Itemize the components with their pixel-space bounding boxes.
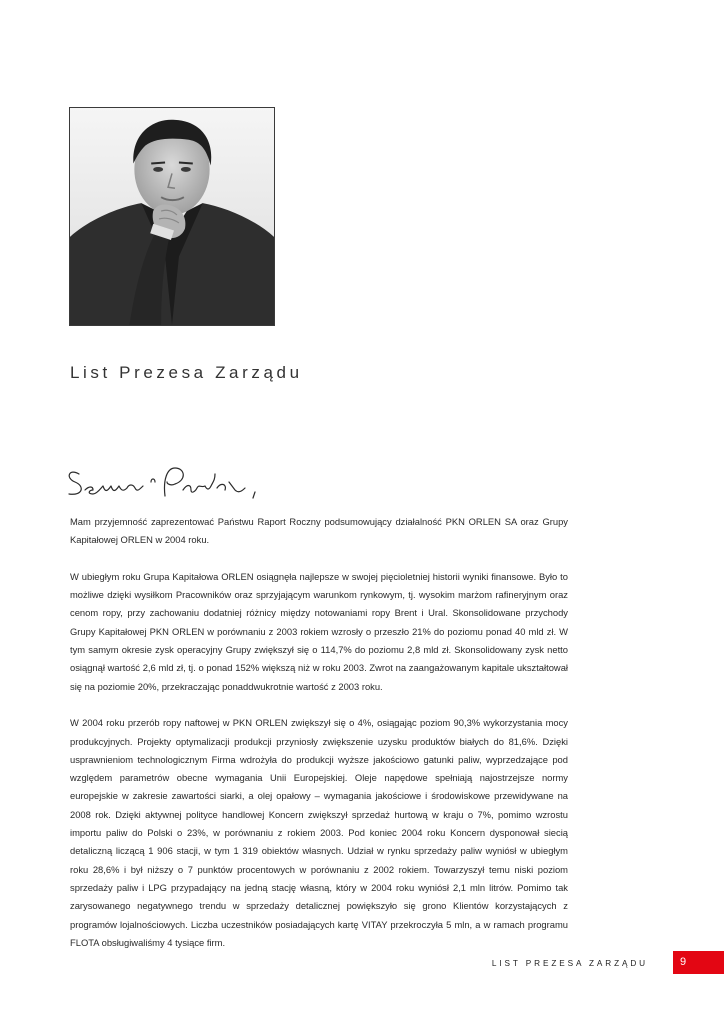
footer-section-label: LIST PREZESA ZARZĄDU bbox=[491, 959, 648, 968]
letter-paragraph: W ubiegłym roku Grupa Kapitałowa ORLEN osiągnęła najlepsze w swojej pięcioletniej historii wyniki finansowe. Było to możliwe dzięki wysiłkom Pracowników oraz sprzyjającym warunkom rynkowym, tj. wysokim marżom rafineryjnym oraz cenom ropy, przy zachowaniu dodatniej różnicy między notowaniami ropy Brent i Ural. Skonsolidowane przychody Grupy Kapitałowej PKN ORLEN w porównaniu z 2003 rokiem wzrosły o przeszło 21% do poziomu ponad 40 mld zł. W tym samym okresie zysk operacyjny Grupy zwiększył się o 114,7% do poziomu 2,8 mld zł. Skonsolidowany zysk netto osiągnął wartość 2,6 mld zł, tj. o ponad 152% większą niż w roku 2003. Zwrot na zaangażowanym kapitale ukształtował się na poziomie 20%, przekraczając ponaddwukrotnie wartość z 2003 roku. bbox=[70, 570, 568, 692]
letter-paragraph: W 2004 roku przerób ropy naftowej w PKN ORLEN zwiększył się o 4%, osiągając poziom 90,3% wykorzystania mocy produkcyjnych. Projekty optymalizacji produkcji przyniosły zwiększenie uzysku produktów białych do 81,6%. Dzięki usprawnieniom technologicznym Firma wdrożyła do produkcji wyższe jakościowo gatunki paliw, wyprzedzające pod względem parametrów obecne wymagania Unii Europejskiej. Oleje napędowe spełniają najostrzejsze normy europejskie w zakresie zawartości siarki, a olej opałowy – wymagania jakościowe i środowiskowe przewidywane na 2008 rok. Dzięki aktywnej polityce handlowej Koncern zwiększył sprzedaż hurtową w kraju o 7%, pomimo wzrostu importu paliw do Polski o 23%, w porównaniu z rokiem 2003. Pod koniec 2004 roku Koncern dysponował siecią detaliczną liczącą 1 906 stacji, w tym 1 319 obiektów własnych. Udział w rynku sprzedaży paliw wyniósł w ubiegłym roku 28,6% i był niższy o 7 punktów procentowych w porównaniu z 2002 rokiem. Towarzyszył temu niski poziom sprzedaży paliw i LPG przypadający na jedną stację własną, który w 2004 roku wyniósł 2,1 mln litrów. Pomimo tak zarysowanego negatywnego trendu w sprzedaży detalicznej powiększyło się grono Klientów korzystających z programów lojalnościowych. Liczba uczestników posiadających kartę VITAY przekroczyła 5 mln, a w ramach programu FLOTA obsługiwaliśmy 4 tysiące firm. bbox=[70, 717, 568, 948]
letter-body bbox=[70, 513, 568, 952]
page-title: List Prezesa Zarządu bbox=[70, 363, 303, 382]
letter-paragraph: Mam przyjemność zaprezentować Państwu Raport Roczny podsumowujący działalność PKN ORLEN SA oraz Grupy Kapitałowej ORLEN w 2004 roku. bbox=[70, 516, 568, 546]
portrait-photo bbox=[69, 107, 275, 326]
salutation-text: Szanowni Państwo, bbox=[63, 507, 72, 508]
page-number: 9 bbox=[673, 951, 724, 974]
portrait-illustration bbox=[70, 108, 274, 325]
salutation-handwriting bbox=[63, 460, 263, 508]
